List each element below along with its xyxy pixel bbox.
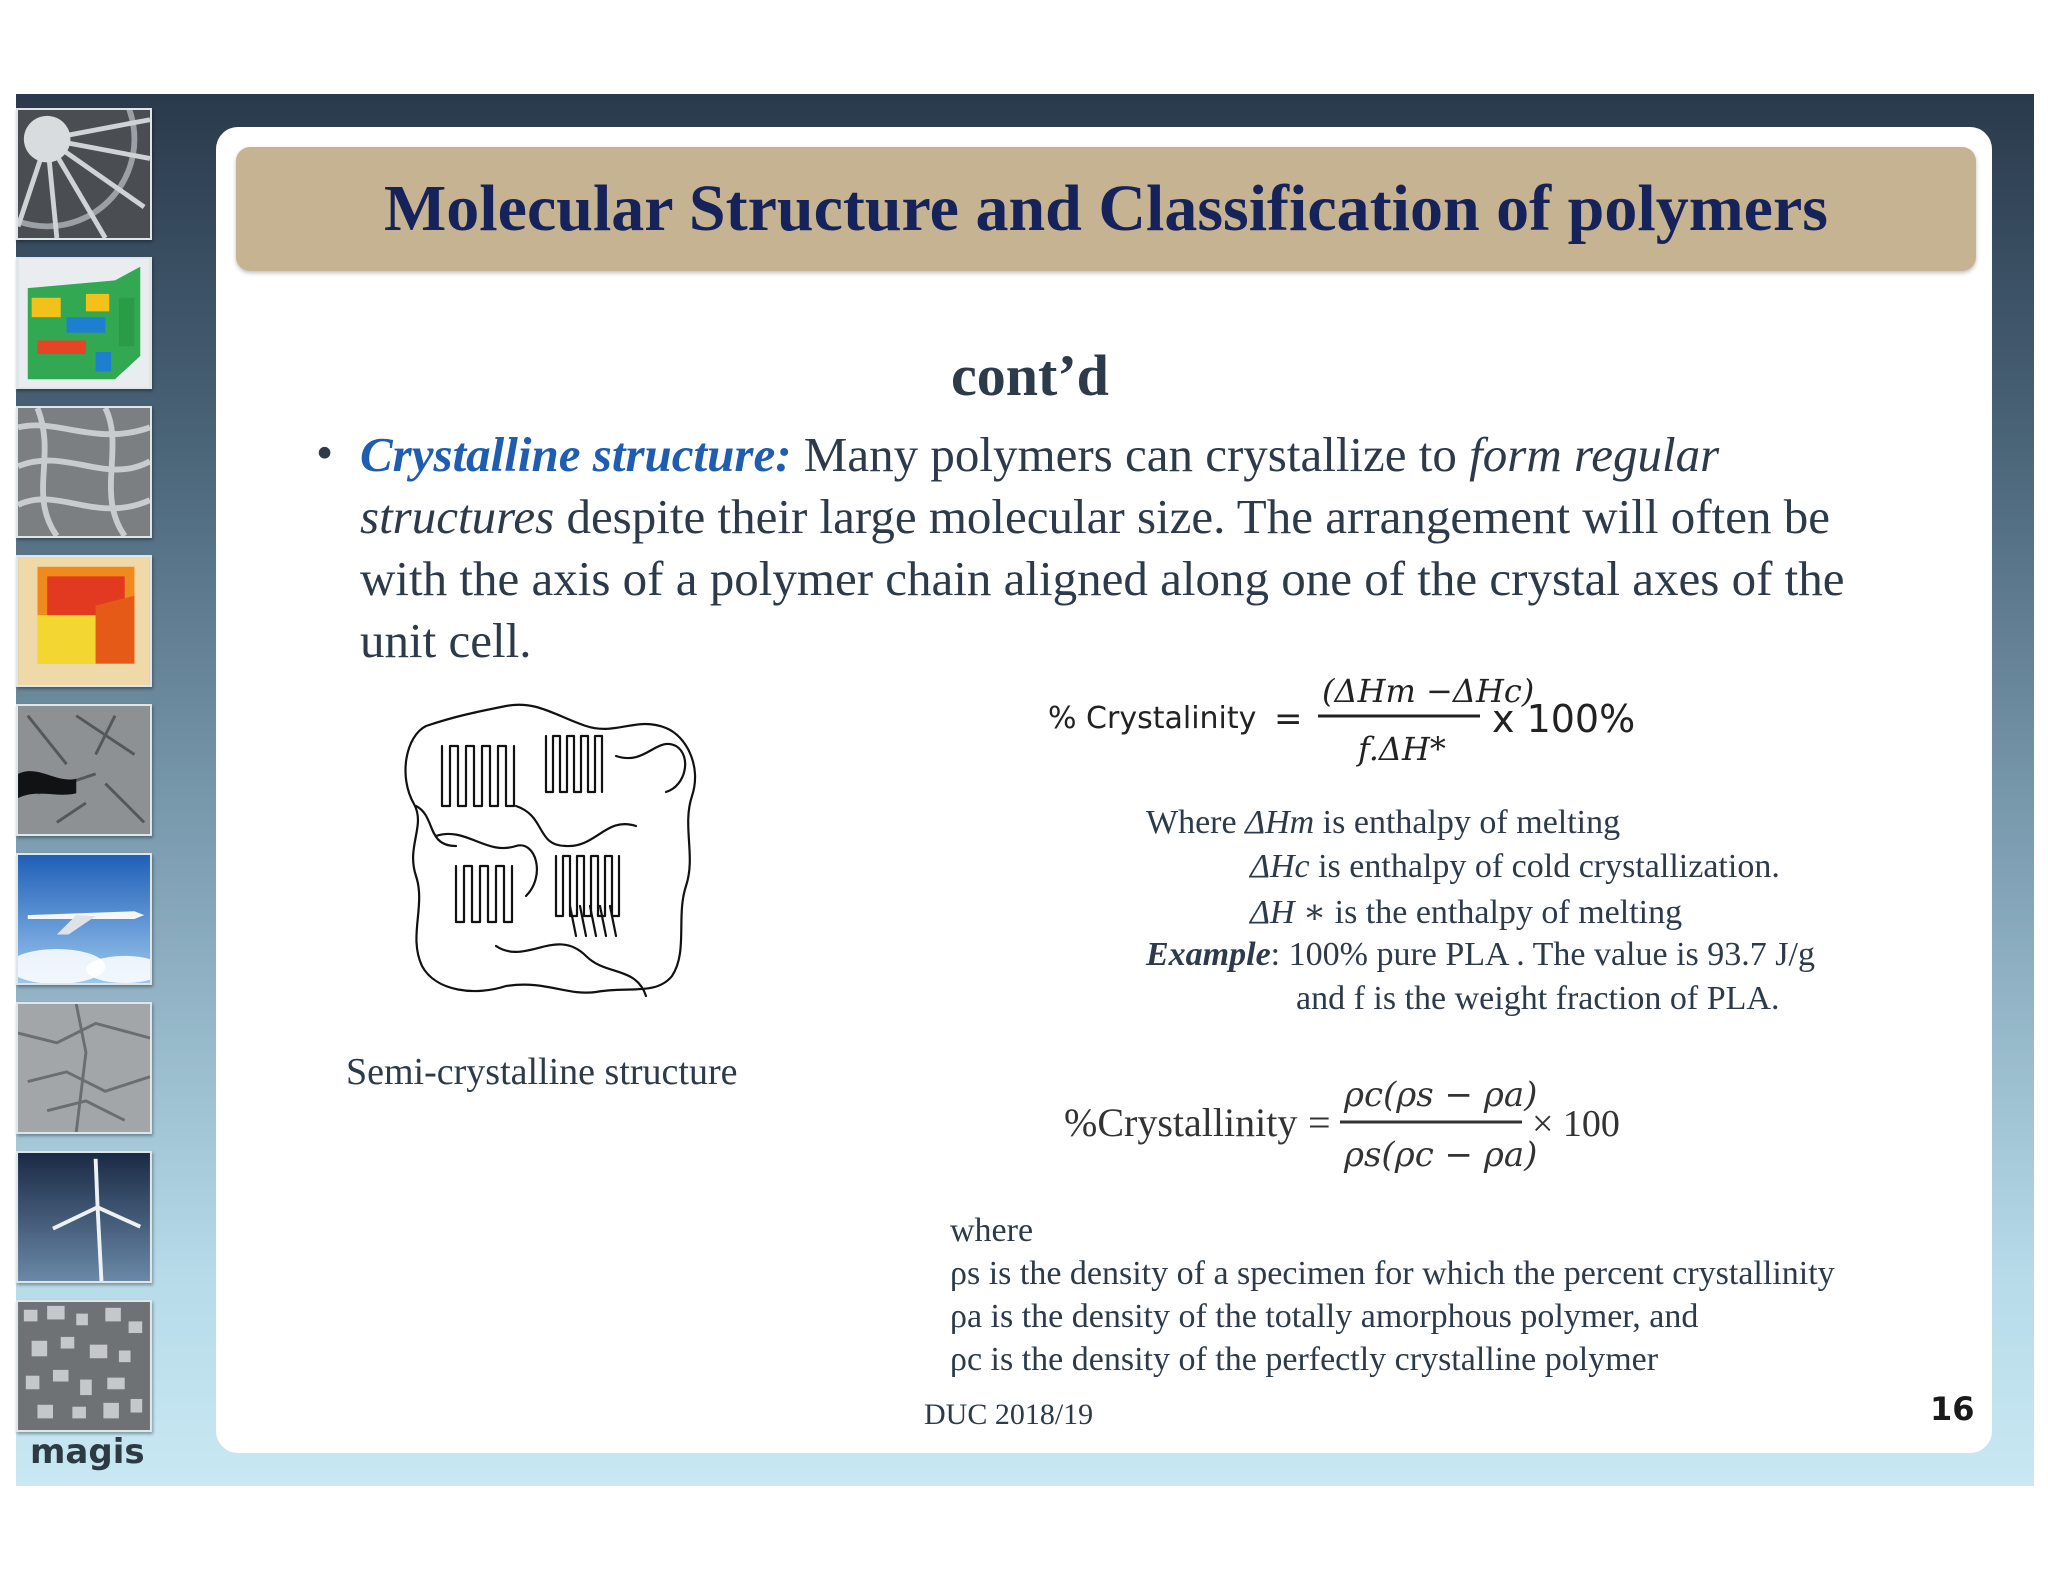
- slide-subtitle: cont’d: [951, 343, 1109, 408]
- formula1-numerator: (ΔHm −ΔHc): [1322, 672, 1535, 710]
- example-line-2: and f is the weight fraction of PLA.: [1296, 980, 1780, 1017]
- bullet-symbol: •: [316, 425, 334, 480]
- crystallinity-formula-enthalpy: [1046, 664, 1646, 780]
- page-number: 16: [1930, 1390, 1975, 1428]
- turbine-icon: [18, 110, 150, 238]
- magis-logo: magis: [30, 1432, 145, 1472]
- formula2-multiplier: × 100: [1532, 1103, 1620, 1145]
- crystalline-paragraph: [360, 424, 1920, 672]
- where1-line3: ΔH ∗ is the enthalpy of melting: [1250, 894, 1683, 931]
- where2-line1: where: [950, 1212, 1034, 1249]
- paragraph-text-2: despite their large molecular size. The arrangement will often be with the axis of a polymer chain aligned along one of the crystal axes of the unit cell.: [360, 489, 1845, 668]
- wind-turbine-icon: [18, 1153, 150, 1281]
- formula2-equals: =: [1308, 1100, 1331, 1145]
- thumb-simulation-image: [16, 257, 152, 389]
- heat-cube-icon: [18, 557, 150, 685]
- paragraph-text-1: Many polymers can crystallize to: [791, 427, 1470, 482]
- formula1-label: % Crystalinity: [1048, 701, 1257, 736]
- paragraph-emphasis: form regular structures: [360, 427, 1720, 544]
- where1-line1: Where ΔHm is enthalpy of melting: [1146, 804, 1621, 841]
- formula1-equals: =: [1274, 699, 1303, 739]
- thumb-fracture-image: [16, 1002, 152, 1134]
- thumb-fibers-image: [16, 406, 152, 538]
- paragraph-lead: Crystalline structure:: [360, 427, 792, 482]
- fiber-texture-icon: [18, 408, 150, 536]
- simulation-cube-icon: [18, 259, 150, 387]
- where2-line4: ρc is the density of the perfectly crystalline polymer: [950, 1341, 1659, 1378]
- figure-caption: Semi-crystalline structure: [346, 1051, 738, 1093]
- where2-line2: ρs is the density of a specimen for which the percent crystallinity: [950, 1255, 1835, 1292]
- slide-title: Molecular Structure and Classification of polymers: [384, 172, 1828, 245]
- microstructure-icon: [18, 706, 150, 834]
- formula2-denominator: ρs(ρc − ρa): [1344, 1135, 1538, 1175]
- formula2-numerator: ρc(ρs − ρa): [1344, 1075, 1538, 1115]
- thumb-heatmap-cube-image: [16, 555, 152, 687]
- crystallinity-formula-density: [1062, 1064, 1642, 1180]
- airplane-icon: [18, 855, 150, 983]
- thumb-airplane-image: [16, 853, 152, 985]
- where1-line2: ΔHc is enthalpy of cold crystallization.: [1250, 848, 1780, 885]
- example-line: Example: 100% pure PLA . The value is 93.7 J/g: [1146, 936, 1815, 973]
- thumb-wind-turbine-image: [16, 1151, 152, 1283]
- title-bar: [236, 147, 1976, 271]
- thumb-grains-image: [16, 1300, 152, 1432]
- thumb-microstructure-image: [16, 704, 152, 836]
- fracture-texture-icon: [18, 1004, 150, 1132]
- formula1-denominator: f.ΔH*: [1358, 730, 1446, 768]
- formula1-multiplier: x 100%: [1492, 697, 1636, 741]
- where2-line3: ρa is the density of the totally amorphous polymer, and: [950, 1298, 1699, 1335]
- slide-footer: DUC 2018/19: [924, 1398, 1094, 1431]
- semi-crystalline-sketch: [396, 696, 706, 1032]
- grain-texture-icon: [18, 1302, 150, 1430]
- formula2-label: %Crystallinity: [1064, 1100, 1298, 1145]
- thumb-turbine-image: [16, 108, 152, 240]
